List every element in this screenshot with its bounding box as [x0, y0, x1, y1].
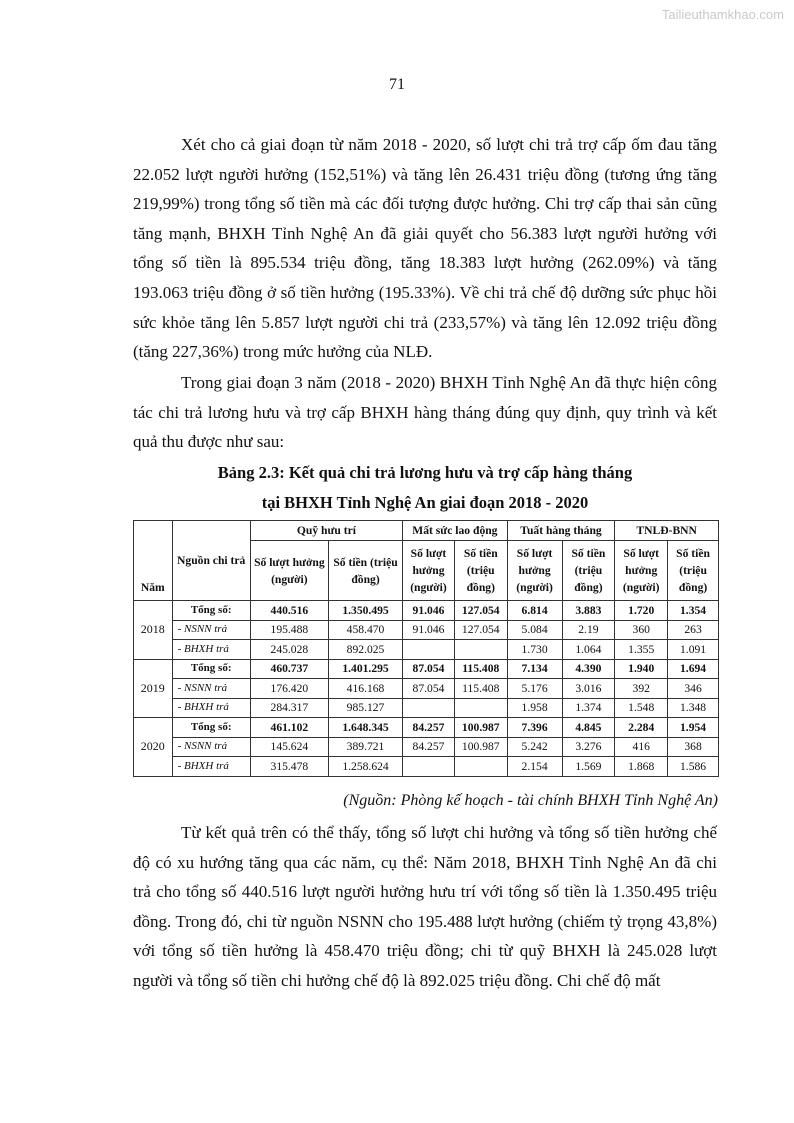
- header-year: Năm: [134, 521, 173, 601]
- paragraph-3: Từ kết quả trên có thể thấy, tổng số lượt chi hưởng và tổng số tiền hưởng chế độ có xu hướng tăng qua các năm, cụ thể: Năm 2018, BHXH Tỉnh Nghệ An đã chi trả cho tổng số 440.516 lượt người hưởng hưu trí với tổng số tiền là 1.350.495 triệu đồng. Trong đó, chi từ nguồn NSNN cho 195.488 lượt hưởng (chiếm tỷ trọng 43,8%) với tổng số tiền hưởng là 458.470 triệu đồng; chi từ quỹ BHXH là 245.028 lượt người và tổng số tiền chi hưởng chế độ là 892.025 triệu đồng. Chi chế độ mất: [133, 823, 717, 990]
- value-cell: 1.940: [615, 659, 668, 679]
- value-cell: 284.317: [250, 698, 328, 718]
- value-cell: 346: [668, 679, 719, 699]
- header-sub-amount: Số tiền (triệu đồng): [562, 541, 615, 601]
- header-source: Nguồn chi trả: [172, 521, 250, 601]
- value-cell: 84.257: [403, 737, 455, 757]
- value-cell: 1.730: [507, 640, 562, 660]
- value-cell: 5.242: [507, 737, 562, 757]
- header-sub-amount: Số tiền (triệu đồng): [668, 541, 719, 601]
- source-cell: Tổng số:: [172, 718, 250, 738]
- value-cell: 115.408: [454, 659, 507, 679]
- table-caption-line-2: tại BHXH Tỉnh Nghệ An giai đoạn 2018 - 2020: [261, 493, 589, 512]
- header-sub-count: Số lượt hưởng (người): [403, 541, 455, 601]
- value-cell: 1.091: [668, 640, 719, 660]
- table-row: [134, 757, 719, 777]
- value-cell: 91.046: [403, 620, 455, 640]
- value-cell: 389.721: [328, 737, 402, 757]
- value-cell: 3.883: [562, 601, 615, 621]
- value-cell: 1.868: [615, 757, 668, 777]
- value-cell: 892.025: [328, 640, 402, 660]
- value-cell: 1.258.624: [328, 757, 402, 777]
- value-cell: 87.054: [403, 679, 455, 699]
- value-cell: 3.016: [562, 679, 615, 699]
- header-sub-amount: Số tiền (triệu đồng): [328, 541, 402, 601]
- year-cell: 2018: [134, 601, 173, 660]
- header-sub-count: Số lượt hưởng (người): [615, 541, 668, 601]
- value-cell: 84.257: [403, 718, 455, 738]
- value-cell: 87.054: [403, 659, 455, 679]
- value-cell: 1.548: [615, 698, 668, 718]
- value-cell: 263: [668, 620, 719, 640]
- value-cell: 7.396: [507, 718, 562, 738]
- value-cell: 115.408: [454, 679, 507, 699]
- header-sub-amount: Số tiền (triệu đồng): [454, 541, 507, 601]
- table-row: [134, 601, 719, 621]
- value-cell: 2.284: [615, 718, 668, 738]
- value-cell: 1.401.295: [328, 659, 402, 679]
- value-cell: 1.958: [507, 698, 562, 718]
- value-cell: 1.355: [615, 640, 668, 660]
- header-group-disability: Mất sức lao động: [403, 521, 508, 541]
- value-cell: 127.054: [454, 620, 507, 640]
- value-cell: 1.569: [562, 757, 615, 777]
- value-cell: [454, 757, 507, 777]
- value-cell: 1.348: [668, 698, 719, 718]
- value-cell: 460.737: [250, 659, 328, 679]
- value-cell: 1.586: [668, 757, 719, 777]
- value-cell: 4.390: [562, 659, 615, 679]
- value-cell: [403, 640, 455, 660]
- value-cell: 176.420: [250, 679, 328, 699]
- value-cell: 985.127: [328, 698, 402, 718]
- value-cell: 1.064: [562, 640, 615, 660]
- value-cell: 1.350.495: [328, 601, 402, 621]
- value-cell: [403, 757, 455, 777]
- value-cell: [403, 698, 455, 718]
- value-cell: 416.168: [328, 679, 402, 699]
- paragraph-2: Trong giai đoạn 3 năm (2018 - 2020) BHXH Tỉnh Nghệ An đã thực hiện công tác chi trả lương hưu và trợ cấp BHXH hàng tháng đúng quy định, quy trình và kết quả thu được như sau:: [133, 373, 717, 452]
- value-cell: 2.19: [562, 620, 615, 640]
- source-cell: - BHXH trả: [172, 757, 250, 777]
- header-sub-count: Số lượt hưởng (người): [507, 541, 562, 601]
- value-cell: 127.054: [454, 601, 507, 621]
- table-row: [134, 620, 719, 640]
- value-cell: 195.488: [250, 620, 328, 640]
- value-cell: 5.176: [507, 679, 562, 699]
- table-row: [134, 679, 719, 699]
- value-cell: 1.694: [668, 659, 719, 679]
- paragraph-1: Xét cho cả giai đoạn từ năm 2018 - 2020, số lượt chi trả trợ cấp ốm đau tăng 22.052 lượt người hưởng (152,51%) và tăng lên 26.431 triệu đồng (tương ứng tăng 219,99%) trong tổng số tiền mà các đối tượng được hưởng. Chi trợ cấp thai sản cũng tăng mạnh, BHXH Tỉnh Nghệ An đã giải quyết cho 56.383 lượt người hưởng với tổng số tiền là 895.534 triệu đồng, tăng 18.383 lượt hưởng (262.09%) và tăng 193.063 triệu đồng ở số tiền hưởng (195.33%). Về chi trả chế độ dưỡng sức phục hồi sức khỏe tăng lên 5.857 lượt người chi trả (233,57%) và tăng lên 12.092 triệu đồng (tăng 227,36%) trong mức hưởng của NLĐ.: [133, 135, 717, 362]
- source-cell: Tổng số:: [172, 659, 250, 679]
- source-cell: Tổng số:: [172, 601, 250, 621]
- value-cell: 392: [615, 679, 668, 699]
- value-cell: 6.814: [507, 601, 562, 621]
- value-cell: 368: [668, 737, 719, 757]
- value-cell: 1.720: [615, 601, 668, 621]
- value-cell: [454, 698, 507, 718]
- source-cell: - NSNN trả: [172, 679, 250, 699]
- table-source-note: (Nguồn: Phòng kế hoạch - tài chính BHXH Tỉnh Nghệ An): [343, 792, 718, 809]
- value-cell: [454, 640, 507, 660]
- value-cell: 3.276: [562, 737, 615, 757]
- value-cell: 100.987: [454, 718, 507, 738]
- value-cell: 4.845: [562, 718, 615, 738]
- value-cell: 7.134: [507, 659, 562, 679]
- value-cell: 416: [615, 737, 668, 757]
- source-cell: - NSNN trả: [172, 737, 250, 757]
- table-caption-line-1: Bảng 2.3: Kết quả chi trả lương hưu và trợ cấp hàng tháng: [217, 463, 633, 482]
- watermark: Tailieuthamkhao.com: [661, 7, 784, 22]
- table-row: [134, 640, 719, 660]
- table-row: [134, 659, 719, 679]
- value-cell: 1.354: [668, 601, 719, 621]
- value-cell: 458.470: [328, 620, 402, 640]
- value-cell: 315.478: [250, 757, 328, 777]
- table-row: [134, 737, 719, 757]
- value-cell: 2.154: [507, 757, 562, 777]
- year-cell: 2019: [134, 659, 173, 718]
- table-row: [134, 718, 719, 738]
- page-number: 71: [389, 76, 405, 93]
- source-cell: - BHXH trả: [172, 698, 250, 718]
- source-cell: - BHXH trả: [172, 640, 250, 660]
- header-sub-count: Số lượt hưởng (người): [250, 541, 328, 601]
- pension-table: [133, 520, 719, 777]
- value-cell: 440.516: [250, 601, 328, 621]
- value-cell: 100.987: [454, 737, 507, 757]
- value-cell: 91.046: [403, 601, 455, 621]
- year-cell: 2020: [134, 718, 173, 777]
- source-cell: - NSNN trả: [172, 620, 250, 640]
- value-cell: 1.954: [668, 718, 719, 738]
- value-cell: 1.374: [562, 698, 615, 718]
- value-cell: 245.028: [250, 640, 328, 660]
- value-cell: 5.084: [507, 620, 562, 640]
- header-group-accident: TNLĐ-BNN: [615, 521, 719, 541]
- header-group-pension: Quỹ hưu trí: [250, 521, 402, 541]
- value-cell: 145.624: [250, 737, 328, 757]
- table-row: [134, 698, 719, 718]
- value-cell: 360: [615, 620, 668, 640]
- header-group-survivor: Tuất hàng tháng: [507, 521, 615, 541]
- value-cell: 461.102: [250, 718, 328, 738]
- value-cell: 1.648.345: [328, 718, 402, 738]
